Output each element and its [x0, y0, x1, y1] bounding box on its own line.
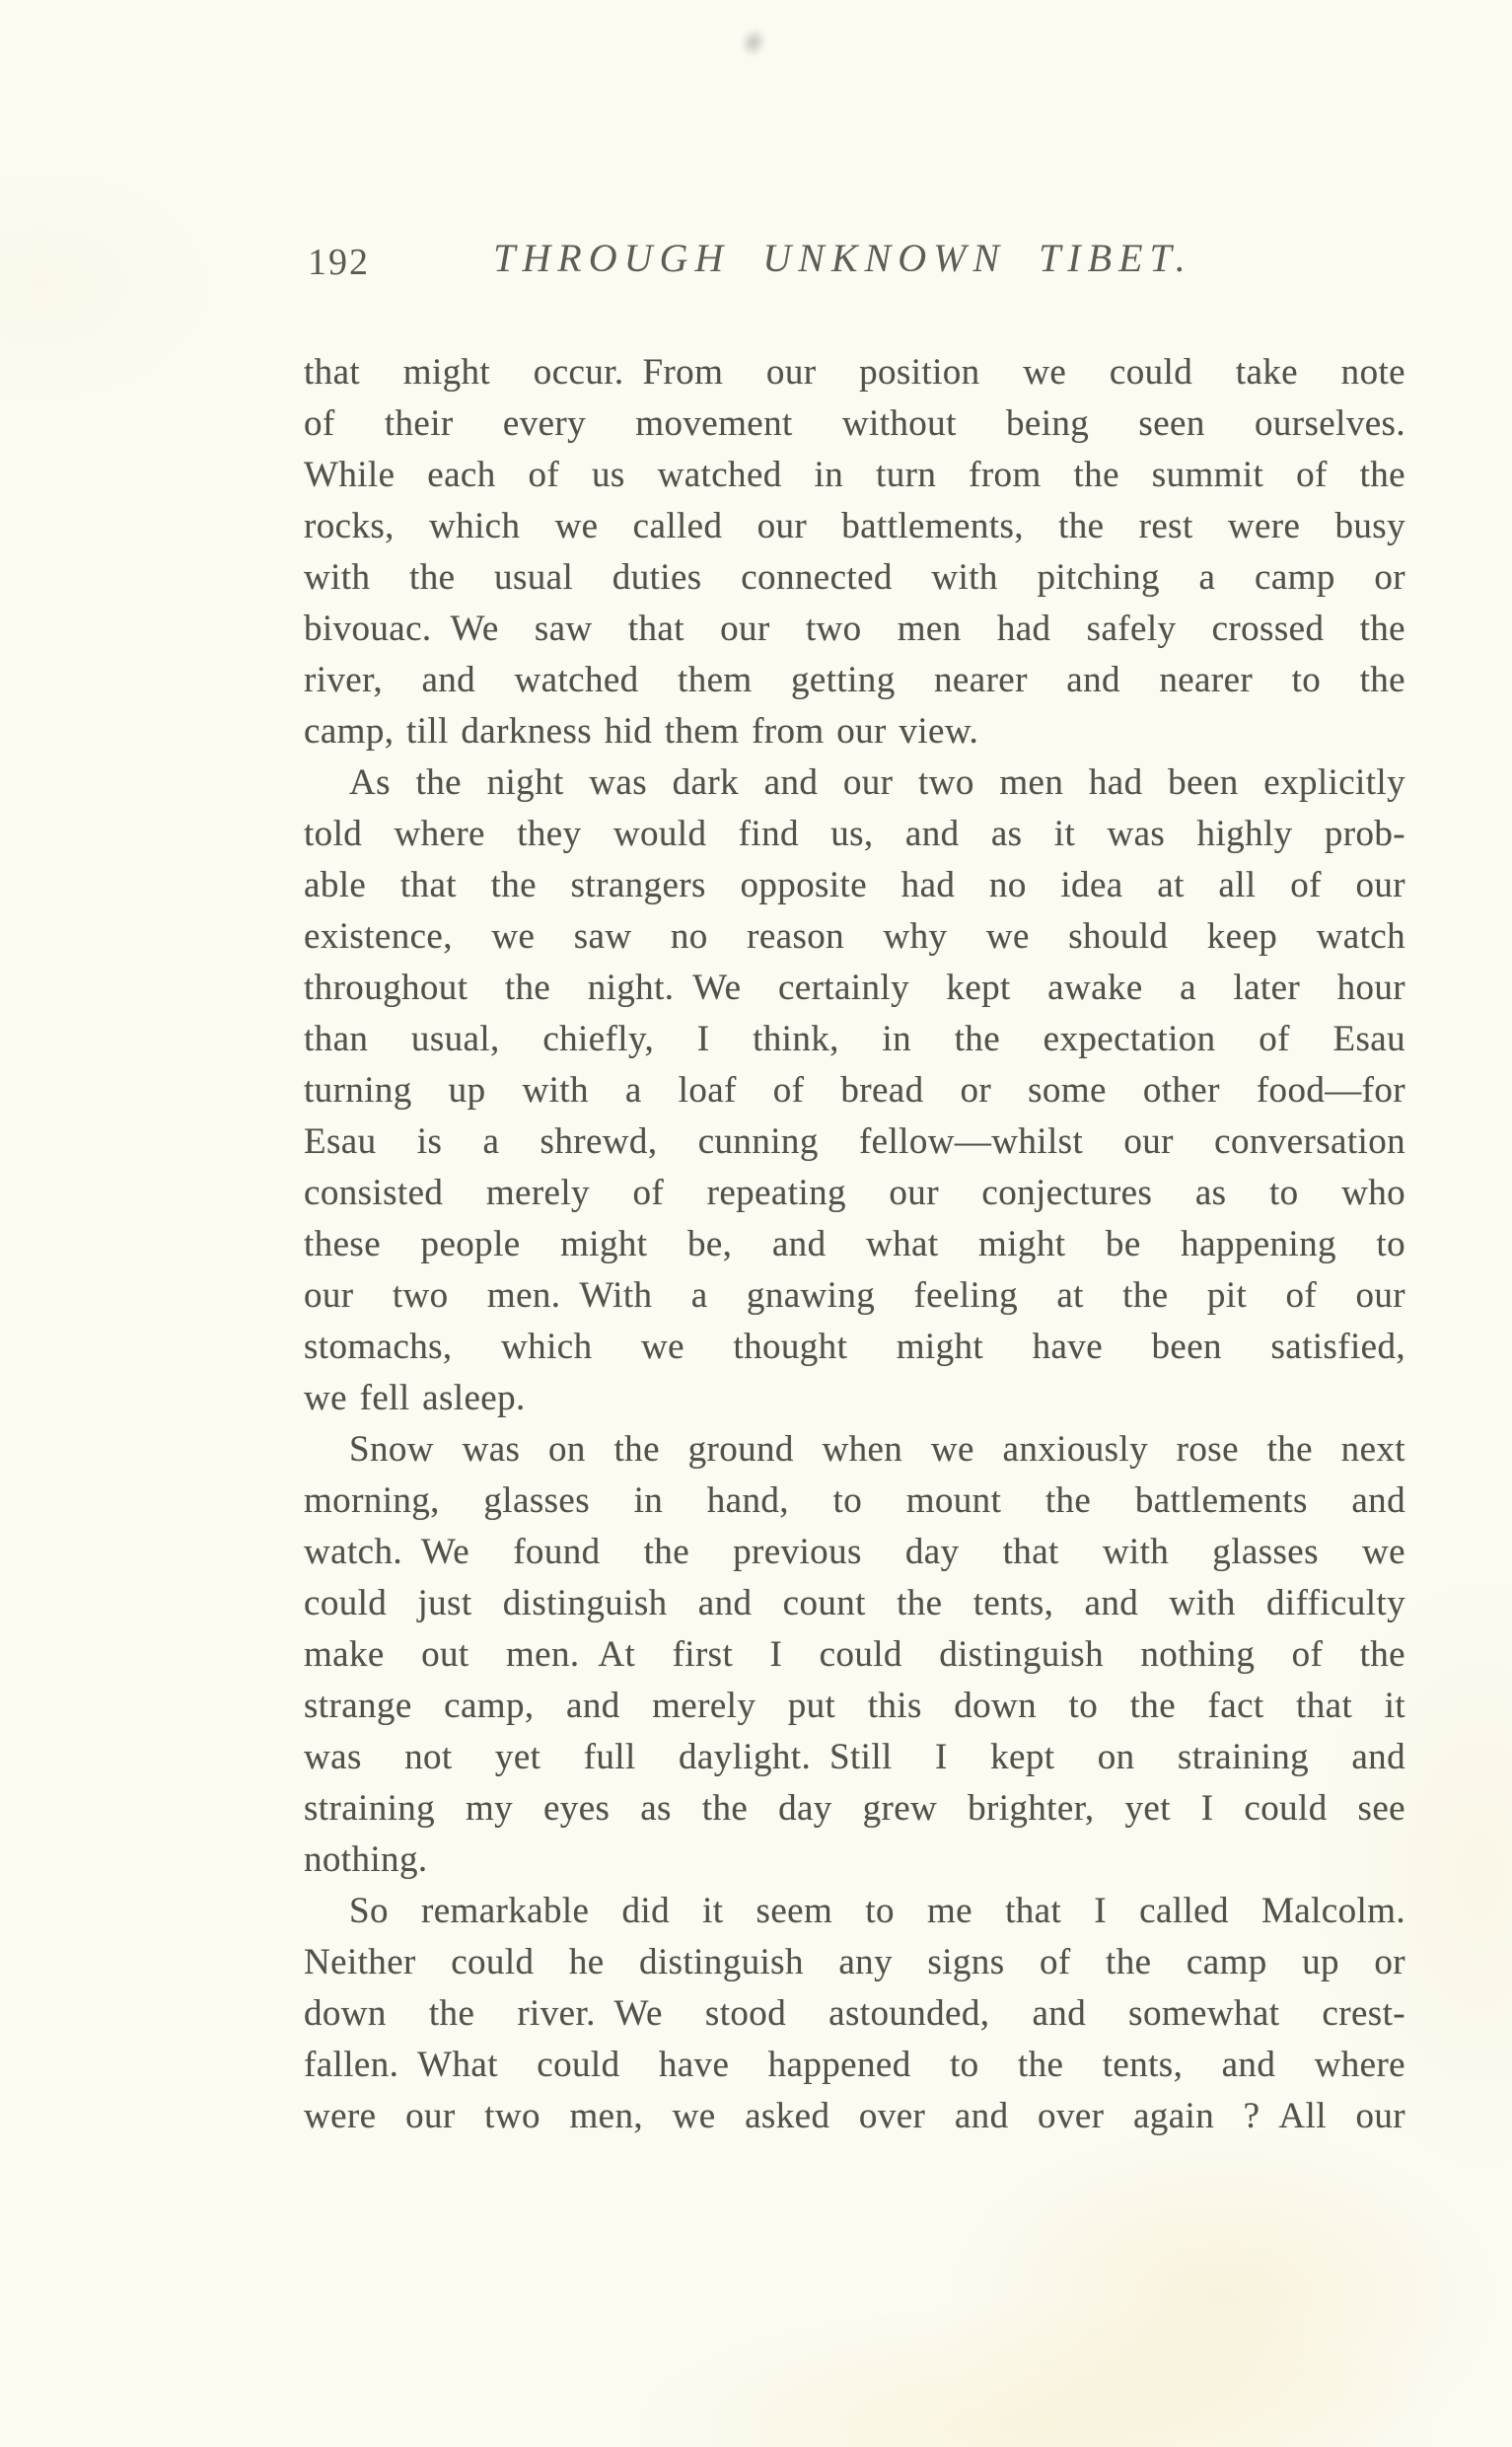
- scan-smudge: [734, 22, 772, 63]
- text-line: Esau is a shrewd, cunning fellow—whilst our conversation: [304, 1121, 1405, 1162]
- text-line: make out men. At first I could distinguish nothing of the: [304, 1634, 1405, 1675]
- text-line: Neither could he distinguish any signs of the camp up or: [304, 1942, 1405, 1982]
- text-line: rocks, which we called our battlements, the rest were busy: [304, 506, 1405, 546]
- text-line: consisted merely of repeating our conjectures as to who: [304, 1173, 1405, 1213]
- text-line: of their every movement without being seen ourselves.: [304, 403, 1405, 444]
- text-line: river, and watched them getting nearer and nearer to the: [304, 660, 1405, 700]
- text-line: Snow was on the ground when we anxiously rose the next: [349, 1429, 1405, 1470]
- text-line: straining my eyes as the day grew brighter, yet I could see: [304, 1788, 1405, 1829]
- running-title: THROUGH UNKNOWN TIBET.: [493, 236, 1192, 280]
- text-line: bivouac. We saw that our two men had safely crossed the: [304, 609, 1405, 649]
- text-line: So remarkable did it seem to me that I called Malcolm.: [349, 1891, 1405, 1931]
- paragraph: [304, 1424, 1405, 1886]
- text-line: existence, we saw no reason why we should keep watch: [304, 916, 1405, 957]
- text-line: down the river. We stood astounded, and somewhat crest-: [304, 1993, 1405, 2034]
- text-line: than usual, chiefly, I think, in the expectation of Esau: [304, 1019, 1405, 1059]
- text-line: were our two men, we asked over and over again ? All our: [304, 2096, 1405, 2136]
- body-text: [304, 347, 1405, 2142]
- text-line: morning, glasses in hand, to mount the battlements and: [304, 1480, 1405, 1521]
- text-line: throughout the night. We certainly kept awake a later hour: [304, 968, 1405, 1008]
- text-line: turning up with a loaf of bread or some other food—for: [304, 1070, 1405, 1111]
- text-line: told where they would find us, and as it was highly prob-: [304, 814, 1405, 854]
- text-line: stomachs, which we thought might have been satisfied,: [304, 1327, 1405, 1367]
- page-header: [304, 235, 1405, 294]
- text-line: we fell asleep.: [304, 1378, 526, 1418]
- paragraph: [304, 347, 1405, 757]
- text-line: with the usual duties connected with pitching a camp or: [304, 557, 1405, 598]
- text-line: strange camp, and merely put this down to the fact that it: [304, 1686, 1405, 1726]
- page-number: 192: [308, 242, 370, 283]
- text-line: able that the strangers opposite had no idea at all of our: [304, 865, 1405, 905]
- text-line: watch. We found the previous day that with glasses we: [304, 1532, 1405, 1572]
- text-line: While each of us watched in turn from the summit of the: [304, 455, 1405, 495]
- text-line: these people might be, and what might be happening to: [304, 1224, 1405, 1264]
- text-line: could just distinguish and count the tents, and with difficulty: [304, 1583, 1405, 1623]
- text-line: was not yet full daylight. Still I kept on straining and: [304, 1737, 1405, 1777]
- paragraph: [304, 757, 1405, 1424]
- text-line: As the night was dark and our two men had been explicitly: [349, 762, 1405, 803]
- text-line: fallen. What could have happened to the tents, and where: [304, 2045, 1405, 2085]
- text-line: nothing.: [304, 1839, 428, 1880]
- paragraph: [304, 1886, 1405, 2142]
- text-line: our two men. With a gnawing feeling at the pit of our: [304, 1275, 1405, 1316]
- text-line: camp, till darkness hid them from our view.: [304, 711, 979, 752]
- text-line: that might occur. From our position we could take note: [304, 352, 1405, 393]
